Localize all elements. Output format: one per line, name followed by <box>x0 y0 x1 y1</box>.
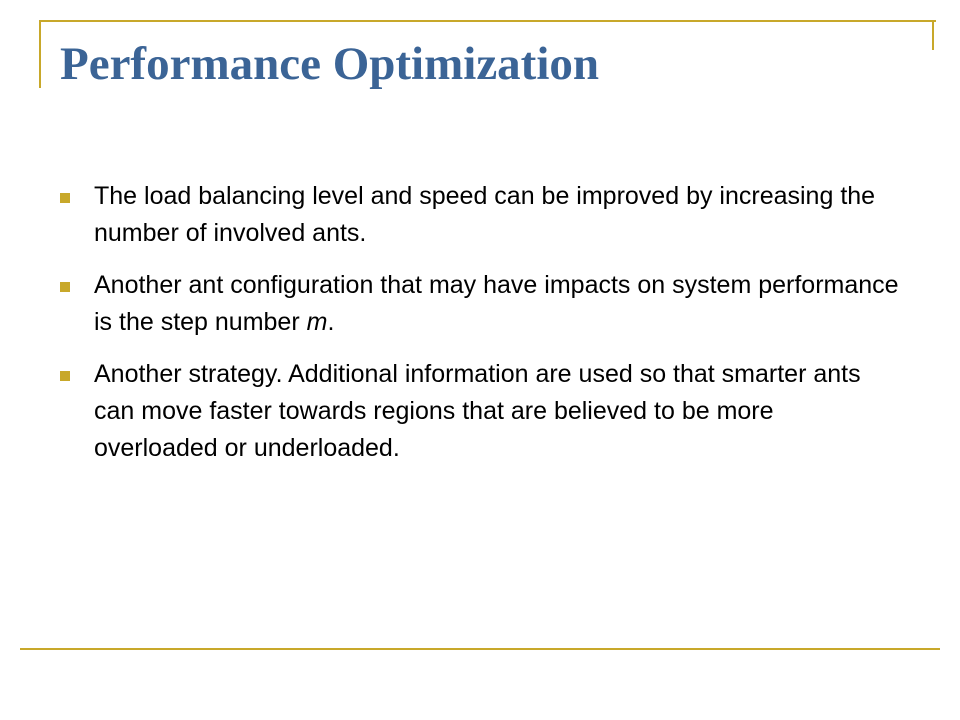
bullet-text-part: Another ant configuration that may have impacts on system performance is the step number <box>94 271 899 336</box>
bullet-text-italic: m <box>306 308 328 336</box>
bullet-text: The load balancing level and speed can be improved by increasing the number of involved ants. <box>94 182 876 247</box>
bullet-text-part: . <box>327 308 335 336</box>
bullet-list <box>60 178 900 482</box>
bullet-item-2 <box>60 267 900 341</box>
bottom-border-line <box>20 648 940 650</box>
bullet-text: Another strategy. Additional information are used so that smarter ants can move faster towards regions that are believed to be more overloaded or underloaded. <box>94 360 861 462</box>
bullet-text <box>94 271 899 336</box>
square-bullet-icon <box>60 282 70 292</box>
bullet-item-3 <box>60 356 900 467</box>
right-border-line <box>932 20 934 50</box>
slide-title: Performance Optimization <box>60 38 600 90</box>
square-bullet-icon <box>60 193 70 203</box>
left-border-line <box>39 20 41 88</box>
square-bullet-icon <box>60 371 70 381</box>
top-border-line <box>40 20 936 22</box>
bullet-item-1 <box>60 178 900 252</box>
